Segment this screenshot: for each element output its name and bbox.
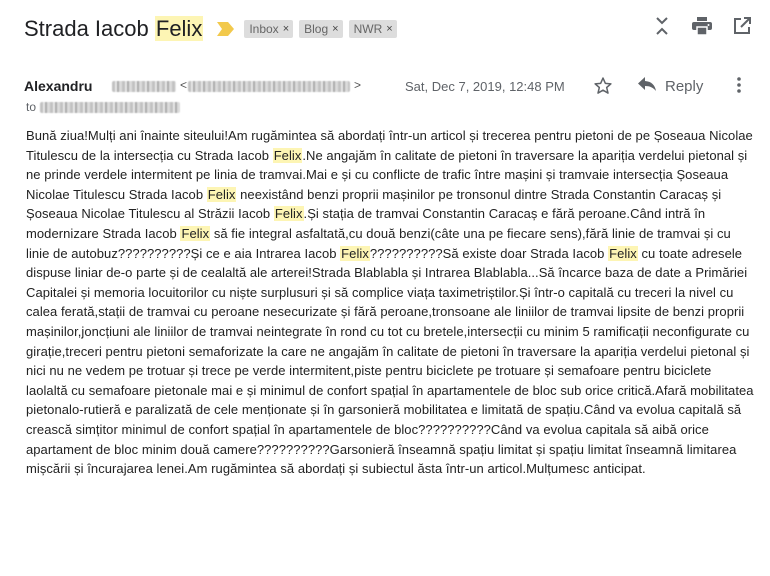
body-text-segment: .Și stația de tramvai Constantin Caracaș e fără peroane.Când intră în modernizare Strada Iacob — [26, 206, 706, 241]
remove-label-icon[interactable]: × — [386, 23, 393, 35]
search-highlight: Felix — [155, 16, 203, 41]
reply-label: Reply — [665, 77, 704, 95]
search-highlight: Felix — [181, 225, 210, 241]
email-bracket-open: < — [180, 78, 188, 92]
thread-toolbar — [652, 16, 752, 36]
body-text-segment: neexistând benzi proprii mașinilor pe tronsonul dintre Strada Constantin Caracaș și Șoseaua Nicolae Titulescu al Străzii Iacob — [26, 186, 722, 222]
message-body — [26, 126, 754, 479]
body-text-segment: Bună ziua!Mulți ani înainte siteului!Am rugămintea să abordați într-un articol și trecerea pentru pietoni de pe Șoseaua Nicolae Titulescu de la intersecția cu Strada Iacob — [26, 128, 753, 163]
redacted-recipient — [40, 102, 180, 113]
message-date: Sat, Dec 7, 2019, 12:48 PM — [405, 79, 565, 94]
search-highlight: Felix — [341, 245, 369, 261]
label-text: Blog — [304, 22, 329, 36]
label-text: Inbox — [249, 22, 279, 36]
search-highlight: Felix — [207, 186, 236, 202]
to-prefix: to — [26, 100, 37, 114]
reply-button[interactable] — [637, 75, 703, 97]
open-in-new-window-icon[interactable] — [732, 16, 752, 36]
body-text-segment: ??????????Să existe doar Strada Iacob — [369, 245, 609, 261]
email-bracket-close: > — [354, 78, 362, 92]
remove-label-icon[interactable]: × — [332, 23, 339, 35]
subject-row — [24, 12, 397, 46]
search-highlight: Felix — [609, 245, 637, 261]
expand-collapse-icon[interactable] — [652, 16, 672, 36]
reply-icon — [637, 76, 657, 97]
email-subject — [24, 16, 203, 42]
label-list — [244, 20, 396, 38]
remove-label-icon[interactable]: × — [282, 23, 290, 35]
redacted-sender-email — [188, 81, 350, 92]
body-text-segment: .Ne angajăm în calitate de pietoni în traversare la apariția verdelui pietonal și ne prinde verdele intermitent pe linia de tramvai.Mai e și cu conflicte de trafic între mașini și tramvaie intersecția Șoseaua Nicolae Titulescu Strada Iacob — [26, 147, 748, 202]
importance-marker-icon[interactable] — [217, 22, 234, 36]
label-text: NWR — [353, 22, 383, 36]
sender-name[interactable]: Alexandru — [24, 78, 93, 94]
body-text-segment: să fie integral asfaltată,cu două benzi(câte una pe fiecare sens),fără linie de tramvai și cu linie de autobuz??????????Și ce e aia Intrarea Iacob — [26, 225, 731, 261]
redacted-surname — [112, 81, 176, 92]
print-icon[interactable] — [692, 16, 712, 36]
message-header — [24, 76, 752, 96]
star-icon[interactable] — [593, 76, 613, 96]
search-highlight: Felix — [274, 206, 303, 222]
search-highlight: Felix — [273, 147, 302, 163]
label-chip-nwr[interactable] — [349, 20, 397, 38]
subject-text: Strada Iacob — [24, 16, 155, 41]
body-text-segment: cu toate adresele dispuse liniar de-o parte și de cealaltă ale arterei!Strada Blablabla și Intrarea Blablabla...Să încarce baza de date a Primăriei Capitalei și memoria locuitorilor cu niște surplusuri și să complice viața taximetriștilor.Și într-o capitală cu treceri la nivel cu calea ferată,stații de tramvai cu peroane nesecurizate și fără peroane,tronsoane ale liniilor de tramvai lipsite de benzi proprii mașinilor,joncțiuni ale liniilor de tramvai neintegrate în rond cu tot cu bretele,intersecții cu minim 5 ramificații neconfigurate cu girație,treceri pentru pietoni semaforizate la care ne angajăm în calitate de pietoni în traversare la apariția verdelui pietonal și nici nu ne vedem pe trotuar și trece pe verde intermitent,piste pentru biciclete pe trotuare și semafoare pentru biciclete laolaltă cu semafoare pietonale mai e și minimul de confort spațial în apartamentele de bloc sub orice critică.Afară mobilitatea pietonalo-rutieră e paralizată de cele menționate și în garsonieră mobilitatea e limitată de spațiu.Când va evolua capitală să crească simțitor minimul de confort spațial în apartamentele de bloc??????????Când va evolua capitala să aibă orice apartament de bloc minim două camere??????????Garsonieră înseamnă spațiu limitat și spațiu limitat înseamnă limitarea mișcării și încurajarea lenei.Am rugămintea să abordați și subiectul ăsta într-un articol.Mulțumesc anticipat. — [26, 245, 754, 477]
label-chip-inbox[interactable] — [244, 20, 293, 38]
more-options-icon[interactable] — [730, 76, 748, 96]
label-chip-blog[interactable] — [299, 20, 342, 38]
recipient-row[interactable] — [26, 100, 36, 114]
